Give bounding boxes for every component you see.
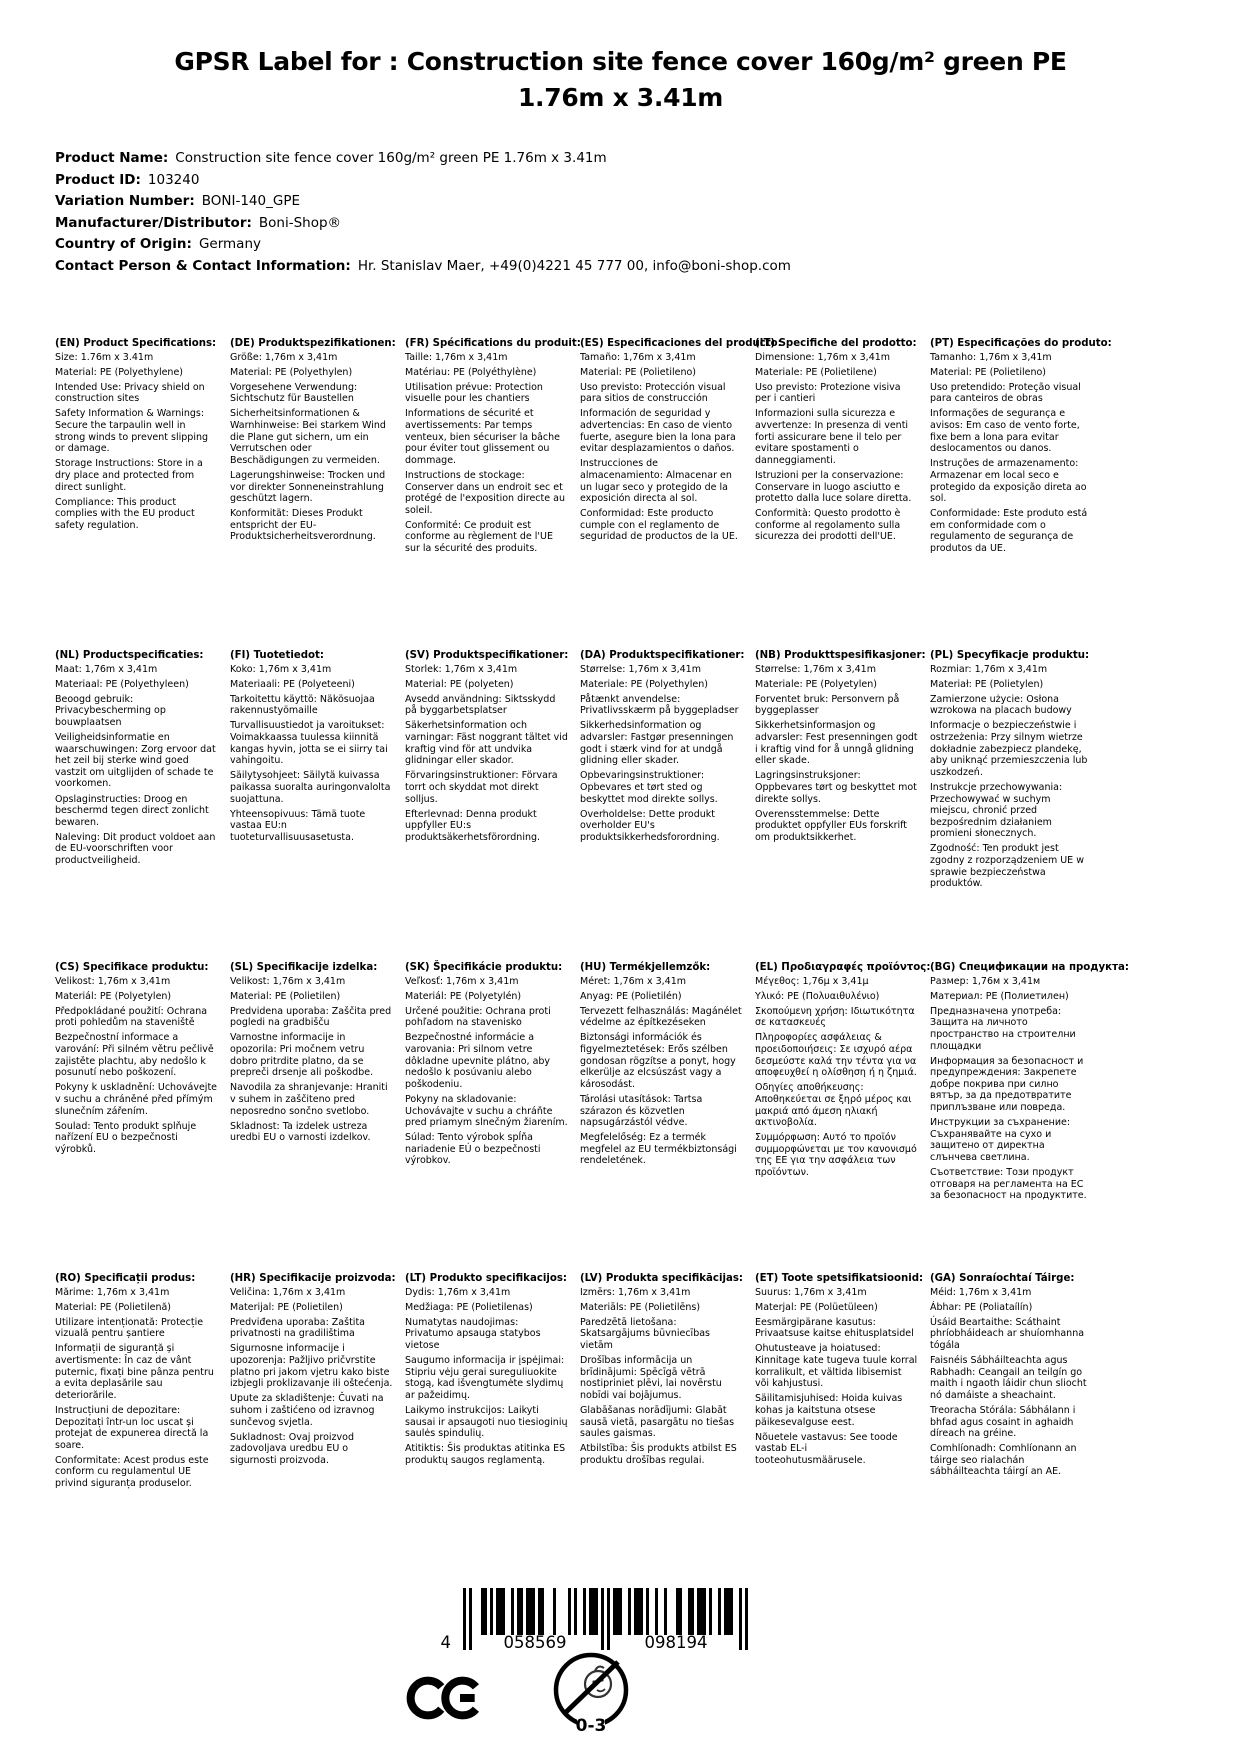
spec-paragraph: Faisnéis Sábháilteachta agus Rabhadh: Ceangail an teilgín go maith i ngaoth láidir chun sliocht nó damáiste a sheachaint.	[930, 1355, 1087, 1401]
spec-block-heading-de: (DE) Produktspezifikationen:	[230, 338, 396, 349]
spec-paragraph: Material: PE (Polietileno)	[930, 366, 1046, 378]
country-of-origin-value: Germany	[198, 236, 261, 252]
spec-block-heading-sv: (SV) Produktspecifikationer:	[405, 650, 569, 661]
spec-block-sk	[405, 962, 568, 1273]
spec-paragraph: Treoracha Stórála: Sábhálann i bhfad agus cosaint in aghaidh díreach na gréine.	[930, 1404, 1076, 1440]
spec-paragraph: Megfelelőség: Ez a termék megfelel az EU termékbiztonsági rendeletének.	[580, 1132, 737, 1167]
spec-paragraph: Předpokládané použití: Ochrana proti pohledům na staveniště	[55, 1005, 208, 1029]
spec-paragraph: Glabāšanas norādījumi: Glabāt sausā vietā, pasargātu no tiešas saules gaismas.	[580, 1404, 735, 1440]
country-of-origin-row	[55, 234, 1155, 256]
spec-block-de	[230, 338, 396, 650]
spec-paragraph: Atitiktis: Šis produktas atitinka ES produktų saugos reglamentą.	[405, 1443, 566, 1466]
country-of-origin-label: Country of Origin:	[55, 236, 192, 252]
spec-paragraph: Opbevaringsinstruktioner: Opbevares et tørt sted og beskyttet mod direkte sollys.	[580, 770, 718, 805]
spec-paragraph: Größe: 1,76m x 3,41m	[230, 351, 338, 363]
barcode-right-digits: 098194	[644, 1633, 708, 1652]
spec-paragraph: Biztonsági információk és figyelmeztetések: Erős szélben gondosan rögzítse a ponyt, hogy elkerülje az elcsúszást vagy a károsodást.	[580, 1032, 736, 1090]
manufacturer-row	[55, 213, 1155, 235]
spec-paragraph: Предназначена употреба: Защита на личното пространство на строителни площадки	[930, 1005, 1076, 1052]
spec-block-bg	[930, 962, 1129, 1273]
spec-paragraph: Dimensione: 1,76m x 3,41m	[755, 351, 891, 363]
spec-paragraph: Informações de segurança e avisos: Em caso de vento forte, fixe bem a lona para evitar deslocamentos ou danos.	[930, 408, 1080, 455]
spec-block-heading-pt: (PT) Especificações do produto:	[930, 338, 1112, 349]
spec-block-da	[580, 650, 743, 962]
spec-paragraph: Predviđena uporaba: Zaštita privatnosti na gradilištima	[230, 1316, 365, 1340]
spec-paragraph: Conformidade: Este produto está em conformidade com o regulamento de segurança de produtos da UE.	[930, 508, 1088, 554]
product-name-label: Product Name:	[55, 150, 169, 166]
spec-block-ro	[55, 1273, 218, 1493]
spec-paragraph: Uso previsto: Protección visual para sitios de construcción	[580, 381, 726, 405]
spec-paragraph: Efterlevnad: Denna produkt uppfyller EU:s produktsäkerhetsförordning.	[405, 808, 541, 843]
spec-paragraph: Mărime: 1,76m x 3,41m	[55, 1286, 170, 1298]
spec-paragraph: Velikost: 1,76m x 3,41m	[230, 975, 346, 987]
spec-block-lt	[405, 1273, 568, 1493]
spec-paragraph: Material: PE (Polietilen)	[230, 990, 341, 1002]
spec-block-pt	[930, 338, 1112, 650]
spec-block-nl	[55, 650, 218, 962]
spec-paragraph: Tamanho: 1,76m x 3,41m	[930, 351, 1052, 363]
spec-paragraph: Tarkoitettu käyttö: Näkösuojaa rakennustyömaille	[230, 693, 375, 717]
spec-block-heading-pl: (PL) Specyfikacje produktu:	[930, 650, 1090, 661]
spec-paragraph: Upute za skladištenje: Čuvati na suhom i zaštićeno od izravnog sunčevog svjetla.	[230, 1393, 384, 1428]
product-id-value: 103240	[147, 171, 200, 188]
spec-paragraph: Materiale: PE (Polietilene)	[755, 366, 877, 378]
spec-paragraph: Sicherheitsinformationen & Warnhinweise: Bei starkem Wind die Plane gut sichern, um ein Verrutschen oder Beschädigungen zu vermeiden.	[230, 408, 386, 466]
spec-paragraph: Medžiaga: PE (Polietilenas)	[405, 1301, 533, 1313]
age-warning-label: 0-3	[575, 1716, 607, 1736]
spec-paragraph: Οδηγίες αποθήκευσης: Αποθηκεύεται σε ξηρό μέρος και μακριά από άμεση ηλιακή ακτινοβολία.	[755, 1082, 912, 1129]
variation-number-value: BONI-140_GPE	[201, 193, 300, 209]
spec-block-heading-nl: (NL) Productspecificaties:	[55, 650, 204, 661]
barcode-left-digits: 058569	[503, 1633, 567, 1652]
spec-paragraph: Veličina: 1,76m x 3,41m	[230, 1286, 346, 1298]
spec-paragraph: Varnostne informacije in opozorila: Pri močnem vetru dobro pritrdite platno, da se prepreči drsenje ali poškodbe.	[230, 1032, 374, 1079]
spec-paragraph: Atbilstība: Šis produkts atbilst ES produktu drošības regulai.	[580, 1443, 737, 1466]
spec-paragraph: Sikkerhetsinformasjon og advarsler: Fest presenningen godt i kraftig vind for å unngå glidning eller skade.	[755, 720, 918, 767]
variation-number-label: Variation Number:	[55, 193, 195, 209]
product-name-value: Construction site fence cover 160g/m² green PE 1.76m x 3.41m	[175, 150, 607, 166]
spec-paragraph: Anyag: PE (Polietilén)	[580, 990, 682, 1002]
spec-block-heading-sl: (SL) Specifikacije izdelka:	[230, 962, 378, 973]
page-title-line1: GPSR Label for : Construction site fence cover 160g/m² green PE	[174, 47, 1067, 76]
spec-paragraph: Conformitate: Acest produs este conform cu regulamentul UE privind siguranța produselor.	[55, 1454, 209, 1489]
spec-paragraph: Vorgesehene Verwendung: Sichtschutz für Baustellen	[230, 381, 358, 405]
spec-paragraph: Материал: PE (Полиетилен)	[930, 990, 1069, 1002]
spec-paragraph: Maat: 1,76m x 3,41m	[55, 663, 158, 675]
spec-paragraph: Størrelse: 1,76m x 3,41m	[755, 663, 876, 675]
spec-block-cs	[55, 962, 218, 1273]
spec-paragraph: Úsáid Beartaithe: Scáthaint phríobháideach ar shuíomhanna tógála	[930, 1316, 1085, 1351]
spec-paragraph: Drošības informācija un brīdinājumi: Spēcīgā vētrā nostipriniet plēvi, lai novērstu nobīdi vai bojājumus.	[580, 1355, 722, 1401]
spec-paragraph: Saugumo informacija ir įspėjimai: Stipriu vėju gerai sureguliuokite stogą, kad išvengtumėte slydimų ar pažeidimų.	[405, 1355, 565, 1401]
spec-paragraph: Súlad: Tento výrobok spĺňa nariadenie EÚ o bezpečnosti výrobkov.	[405, 1132, 541, 1167]
spec-paragraph: Förvaringsinstruktioner: Förvara torrt och skyddat mot direkt solljus.	[405, 770, 558, 805]
spec-paragraph: Zgodność: Ten produkt jest zgodny z rozporządzeniem UE w sprawie bezpieczeństwa produktów.	[930, 843, 1084, 890]
spec-paragraph: Matériau: PE (Polyéthylène)	[405, 366, 537, 378]
spec-block-ga	[930, 1273, 1093, 1493]
spec-block-heading-ro: (RO) Specificații produs:	[55, 1273, 196, 1284]
spec-paragraph: Bezpečnostné informácie a varovania: Pri silnom vetre dôkladne upevnite plátno, aby nedošlo k posúvaniu alebo poškodeniu.	[405, 1032, 551, 1090]
spec-paragraph: Material: PE (Polyethylen)	[230, 366, 353, 378]
product-id-label: Product ID:	[55, 171, 141, 188]
manufacturer-value: Boni-Shop®	[258, 214, 342, 231]
spec-paragraph: Μέγεθος: 1,76μ x 3,41μ	[755, 975, 869, 987]
spec-paragraph: Utilisation prévue: Protection visuelle pour les chantiers	[405, 381, 543, 405]
spec-paragraph: Säkerhetsinformation och varningar: Fäst noggrant tältet vid kraftig vind för att undvika glidningar eller skador.	[405, 720, 568, 767]
spec-paragraph: Materiál: PE (Polyetylen)	[55, 990, 172, 1002]
product-id-row	[55, 170, 1155, 192]
spec-paragraph: Lagerungshinweise: Trocken und vor direkter Sonneneinstrahlung geschützt lagern.	[230, 469, 386, 505]
spec-paragraph: Materiāls: PE (Polietilēns)	[580, 1301, 701, 1313]
spec-paragraph: Lagringsinstruksjoner: Oppbevares tørt og beskyttet mot direkte sollys.	[755, 770, 917, 805]
spec-paragraph: Méret: 1,76m x 3,41m	[580, 975, 687, 987]
spec-paragraph: Material: PE (Polyethylene)	[55, 366, 184, 378]
spec-paragraph: Laikymo instrukcijos: Laikyti sausai ir apsaugoti nuo tiesioginių saulės spindulių.	[405, 1404, 568, 1440]
spec-paragraph: Comhlíonadh: Comhlíonann an táirge seo rialachán sábháilteachta táirgí an AE.	[930, 1443, 1077, 1478]
spec-paragraph: Съответствие: Този продукт отговаря на регламента на ЕС за безопасност на продуктите.	[930, 1167, 1087, 1202]
spec-paragraph: Size: 1.76m x 3.41m	[55, 351, 154, 363]
spec-paragraph: Informazioni sulla sicurezza e avvertenze: In presenza di venti forti assicurare bene il telo per evitare spostamenti o danneggiamenti.	[755, 408, 909, 466]
spec-paragraph: Intended Use: Privacy shield on construction sites	[55, 381, 205, 405]
spec-paragraph: Materiale: PE (Polyethylen)	[580, 678, 709, 690]
page-title-line2: 1.76m x 3.41m	[517, 83, 724, 112]
spec-block-heading-da: (DA) Produktspecifikationer:	[580, 650, 745, 661]
spec-block-lv	[580, 1273, 743, 1493]
spec-paragraph: Paredzētā lietošana: Skatsargājums būvniecības vietām	[580, 1316, 710, 1351]
spec-paragraph: Compliance: This product complies with the EU product safety regulation.	[55, 496, 195, 531]
spec-block-el	[755, 962, 931, 1273]
spec-paragraph: Overholdelse: Dette produkt overholder EU's produktsikkerhedsforordning.	[580, 808, 720, 843]
contact-row	[55, 256, 1155, 278]
spec-block-heading-it: (IT) Specifiche del prodotto:	[755, 338, 917, 349]
spec-block-en	[55, 338, 218, 650]
spec-paragraph: Overensstemmelse: Dette produktet oppfyller EUs forskrift om produktsikkerhet.	[755, 808, 908, 843]
spec-paragraph: Koko: 1,76m x 3,41m	[230, 663, 332, 675]
spec-paragraph: Instrucțiuni de depozitare: Depozitați într-un loc uscat și protejat de expunerea directă la soare.	[55, 1404, 209, 1451]
spec-paragraph: Predvidena uporaba: Zaščita pred pogledi na gradbišču	[230, 1005, 392, 1029]
spec-paragraph: Materiaal: PE (Polyethyleen)	[55, 678, 189, 690]
spec-block-fr	[405, 338, 581, 650]
spec-paragraph: Informații de siguranță și avertismente: În caz de vânt puternic, fixați bine pânza pentru a evita deplasările sau deteriorările.	[55, 1343, 214, 1401]
spec-paragraph: Sukladnost: Ovaj proizvod zadovoljava uredbu EU o sigurnosti proizvoda.	[230, 1431, 354, 1466]
spec-paragraph: Nõuetele vastavus: See toode vastab EL-i tooteohutusmäärusele.	[755, 1431, 898, 1466]
spec-paragraph: Sigurnosne informacije i upozorenja: Pažljivo pričvrstite platno pri jakom vjetru kako biste izbjegli proklizavanje ili oštećenja.	[230, 1343, 393, 1390]
variation-number-row	[55, 191, 1155, 213]
spec-paragraph: Ohutusteave ja hoiatused: Kinnitage kate tugeva tuule korral korralikult, et vältida libisemist või kahjustusi.	[755, 1343, 918, 1390]
spec-paragraph: Beoogd gebruik: Privacybescherming op bouwplaatsen	[55, 693, 166, 728]
spec-paragraph: Størrelse: 1,76m x 3,41m	[580, 663, 701, 675]
spec-paragraph: Instrucciones de almacenamiento: Almacenar en un lugar seco y protegido de la exposición directa al sol.	[580, 458, 732, 505]
barcode-bar	[745, 1588, 748, 1650]
spec-block-fi	[230, 650, 393, 962]
spec-paragraph: Säilytysohjeet: Säilytä kuivassa paikassa suoralta auringonvalolta suojattuna.	[230, 770, 391, 805]
spec-paragraph: Materiál: PE (Polyetylén)	[405, 990, 522, 1002]
spec-paragraph: Turvallisuustiedot ja varoitukset: Voimakkaassa tuulessa kiinnitä kangas hyvin, jotta se ei siirry tai vahingoitu.	[230, 720, 388, 767]
spec-paragraph: Materiał: PE (Polietylen)	[930, 678, 1044, 690]
spec-paragraph: Material: PE (Polietilenă)	[55, 1301, 171, 1313]
spec-paragraph: Zamierzone użycie: Osłona wzrokowa na placach budowy	[930, 693, 1072, 717]
spec-block-sv	[405, 650, 568, 962]
spec-paragraph: Bezpečnostní informace a varování: Při silném větru pečlivě zajistěte plachtu, aby nedošlo k posunutí nebo poškození.	[55, 1032, 214, 1079]
spec-paragraph: Určené použitie: Ochrana proti pohľadom na stavenisko	[405, 1005, 551, 1029]
spec-paragraph: Conformidad: Este producto cumple con el reglamento de seguridad de productos de la UE.	[580, 508, 738, 543]
spec-paragraph: Ábhar: PE (Poliataílín)	[930, 1301, 1033, 1313]
spec-paragraph: Storage Instructions: Store in a dry place and protected from direct sunlight.	[55, 458, 203, 493]
spec-paragraph: Conformità: Questo prodotto è conforme al regolamento sulla sicurezza dei prodotti dell'UE.	[755, 508, 901, 543]
age-warning-0-3-icon	[551, 1646, 631, 1742]
spec-paragraph: Méid: 1,76m x 3,41m	[930, 1286, 1032, 1298]
product-name-row	[55, 148, 1155, 170]
spec-paragraph: Rozmiar: 1,76m x 3,41m	[930, 663, 1048, 675]
spec-paragraph: Numatytas naudojimas: Privatumo apsauga statybos vietose	[405, 1316, 541, 1351]
spec-block-et	[755, 1273, 924, 1493]
spec-paragraph: Υλικό: PE (Πολυαιθυλένιο)	[755, 990, 880, 1002]
spec-block-heading-lv: (LV) Produkta specifikācijas:	[580, 1273, 743, 1284]
spec-paragraph: Instruções de armazenamento: Armazenar em local seco e protegido da exposição direta ao sol.	[930, 458, 1087, 505]
spec-block-it	[755, 338, 918, 650]
spec-paragraph: Размер: 1,76м x 3,41м	[930, 975, 1041, 987]
spec-paragraph: Navodila za shranjevanje: Hraniti v suhem in zaščiteno pred neposredno sončno svetlobo.	[230, 1082, 388, 1117]
contact-label: Contact Person & Contact Information:	[55, 257, 351, 274]
spec-block-sl	[230, 962, 393, 1273]
spec-paragraph: Materiale: PE (Polyetylen)	[755, 678, 877, 690]
spec-paragraph: Konformität: Dieses Produkt entspricht der EU-Produktsicherheitsverordnung.	[230, 508, 376, 543]
spec-paragraph: Soulad: Tento produkt splňuje nařízení EU o bezpečnosti výrobků.	[55, 1120, 197, 1155]
spec-paragraph: Eesmärgipärane kasutus: Privaatsuse kaitse ehitusplatsidel	[755, 1316, 914, 1340]
spec-block-heading-sk: (SK) Špecifikácie produktu:	[405, 962, 563, 973]
spec-paragraph: Tamaño: 1,76m x 3,41m	[580, 351, 696, 363]
spec-paragraph: Säilitamisjuhised: Hoida kuivas kohas ja kaitstuna otsese päikesevalguse eest.	[755, 1393, 903, 1428]
spec-paragraph: Instructions de stockage: Conserver dans un endroit sec et protégé de l'exposition directe au soleil.	[405, 469, 565, 516]
spec-paragraph: Tervezett felhasználás: Magánélet védelme az építkezéseken	[580, 1005, 742, 1029]
spec-paragraph: Suurus: 1,76m x 3,41m	[755, 1286, 867, 1298]
spec-paragraph: Materjal: PE (Polüetüleen)	[755, 1301, 878, 1313]
contact-value: Hr. Stanislav Maer, +49(0)4221 45 777 00, info@boni-shop.com	[357, 257, 791, 274]
spec-paragraph: Material: PE (polyeten)	[405, 678, 514, 690]
spec-paragraph: Информация за безопасност и предупреждения: Закрепете добре покрива при силно вятър, за да предотвратите приплъзване или повреда.	[930, 1055, 1084, 1114]
spec-paragraph: Conformité: Ce produit est conforme au règlement de l'UE sur la sécurité des produits.	[405, 519, 553, 554]
spec-paragraph: Materiaali: PE (Polyeteeni)	[230, 678, 355, 690]
spec-paragraph: Informacje o bezpieczeństwie i ostrzeżenia: Przy silnym wietrze dokładnie zabezpiecz plandekę, aby uniknąć przemieszczenia lub uszkodzeń.	[930, 720, 1088, 778]
spec-block-heading-nb: (NB) Produkttspesifikasjoner:	[755, 650, 926, 661]
spec-paragraph: Velikost: 1,76m x 3,41m	[55, 975, 171, 987]
spec-paragraph: Uso previsto: Protezione visiva per i cantieri	[755, 381, 901, 405]
spec-paragraph: Izmērs: 1,76m x 3,41m	[580, 1286, 691, 1298]
spec-paragraph: Istruzioni per la conservazione: Conservare in luogo asciutto e protetto dalla luce solare diretta.	[755, 469, 912, 505]
spec-block-heading-lt: (LT) Produkto specifikacijos:	[405, 1273, 567, 1284]
spec-paragraph: Material: PE (Polietileno)	[580, 366, 696, 378]
spec-block-hu	[580, 962, 743, 1273]
spec-block-pl	[930, 650, 1093, 962]
barcode-prefix-digit: 4	[440, 1633, 451, 1652]
spec-block-heading-fi: (FI) Tuotetiedot:	[230, 650, 324, 661]
spec-paragraph: Dydis: 1,76m x 3,41m	[405, 1286, 511, 1298]
spec-block-heading-es: (ES) Especificaciones del producto:	[580, 338, 782, 349]
spec-paragraph: Naleving: Dit product voldoet aan de EU-voorschriften voor productveiligheid.	[55, 831, 216, 866]
spec-paragraph: Utilizare intenționată: Protecție vizuală pentru șantiere	[55, 1316, 204, 1340]
spec-paragraph: Materijal: PE (Polietilen)	[230, 1301, 343, 1313]
manufacturer-label: Manufacturer/Distributor:	[55, 214, 252, 231]
spec-paragraph: Skladnost: Ta izdelek ustreza uredbi EU o varnosti izdelkov.	[230, 1120, 371, 1144]
spec-paragraph: Sikkerhedsinformation og advarsler: Fastgør presenningen godt i stærk vind for at undgå glidning eller skader.	[580, 720, 734, 767]
spec-paragraph: Veiligheidsinformatie en waarschuwingen: Zorg ervoor dat het zeil bij sterke wind goed vastzit om uitglijden of schade te voorkomen.	[55, 732, 216, 790]
spec-paragraph: Avsedd användning: Siktsskydd på byggarbetsplatser	[405, 693, 556, 717]
spec-paragraph: Pokyny k uskladnění: Uchovávejte v suchu a chráněné před přímým slunečním zářením.	[55, 1082, 218, 1117]
spec-block-heading-bg: (BG) Спецификации на продукта:	[930, 962, 1129, 973]
spec-block-heading-et: (ET) Toote spetsifikatsioonid:	[755, 1273, 924, 1284]
spec-paragraph: Veľkosť: 1,76m x 3,41m	[405, 975, 519, 987]
spec-paragraph: Safety Information & Warnings: Secure the tarpaulin well in strong winds to prevent slipping or damage.	[55, 408, 209, 455]
spec-paragraph: Instrukcje przechowywania: Przechowywać w suchym miejscu, chronić przed bezpośrednim działaniem promieni słonecznych.	[930, 781, 1063, 840]
spec-paragraph: Инструкции за съхранение: Съхранявайте на сухо и защитено от директна слънчева светлина.	[930, 1117, 1071, 1163]
spec-paragraph: Πληροφορίες ασφάλειας & προειδοποιήσεις: Σε ισχυρό αέρα δεσμεύστε καλά την τέντα για να αποφευχθεί η ολίσθηση ή η ζημιά.	[755, 1032, 917, 1079]
spec-block-heading-ga: (GA) Sonraíochtaí Táirge:	[930, 1273, 1075, 1284]
spec-paragraph: Uso pretendido: Proteção visual para canteiros de obras	[930, 381, 1081, 405]
spec-paragraph: Taille: 1,76m x 3,41m	[405, 351, 508, 363]
spec-block-heading-hu: (HU) Termékjellemzők:	[580, 962, 711, 973]
spec-block-heading-en: (EN) Product Specifications:	[55, 338, 217, 349]
spec-paragraph: Storlek: 1,76m x 3,41m	[405, 663, 518, 675]
spec-block-heading-hr: (HR) Specifikacije proizvoda:	[230, 1273, 396, 1284]
spec-paragraph: Opslaginstructies: Droog en beschermd tegen direct zonlicht bewaren.	[55, 793, 209, 828]
spec-paragraph: Tárolási utasítások: Tartsa szárazon és közvetlen napsugárzástól védve.	[580, 1093, 703, 1129]
spec-block-hr	[230, 1273, 396, 1493]
spec-paragraph: Informations de sécurité et avertissements: Par temps venteux, bien sécuriser la bâche pour éviter tout glissement ou dommage.	[405, 408, 561, 466]
spec-block-nb	[755, 650, 926, 962]
spec-paragraph: Påtænkt anvendelse: Privatlivsskærm på byggepladser	[580, 693, 739, 717]
spec-block-heading-el: (EL) Προδιαγραφές προϊόντος:	[755, 962, 931, 973]
spec-paragraph: Συμμόρφωση: Αυτό το προϊόν συμμορφώνεται με τον κανονισμό της ΕΕ για την ασφάλεια των προϊόντων.	[755, 1132, 917, 1178]
spec-paragraph: Información de seguridad y advertencias: En caso de viento fuerte, asegure bien la lona para evitar desplazamientos o daños.	[580, 408, 736, 455]
ce-mark-icon	[404, 1666, 484, 1734]
product-info	[55, 148, 1155, 277]
spec-paragraph: Forventet bruk: Personvern på byggeplasser	[755, 693, 900, 717]
page-title	[0, 44, 1241, 116]
spec-grid	[55, 338, 1185, 1493]
spec-paragraph: Yhteensopivuus: Tämä tuote vastaa EU:n tuoteturvallisuusasetusta.	[230, 808, 366, 843]
spec-block-heading-cs: (CS) Specifikace produktu:	[55, 962, 209, 973]
spec-block-es	[580, 338, 782, 650]
spec-paragraph: Σκοπούμενη χρήση: Ιδιωτικότητα σε κατασκευές	[755, 1005, 915, 1029]
spec-paragraph: Pokyny na skladovanie: Uchovávajte v suchu a chráňte pred priamym slnečným žiarením.	[405, 1093, 568, 1129]
spec-block-heading-fr: (FR) Spécifications du produit:	[405, 338, 581, 349]
